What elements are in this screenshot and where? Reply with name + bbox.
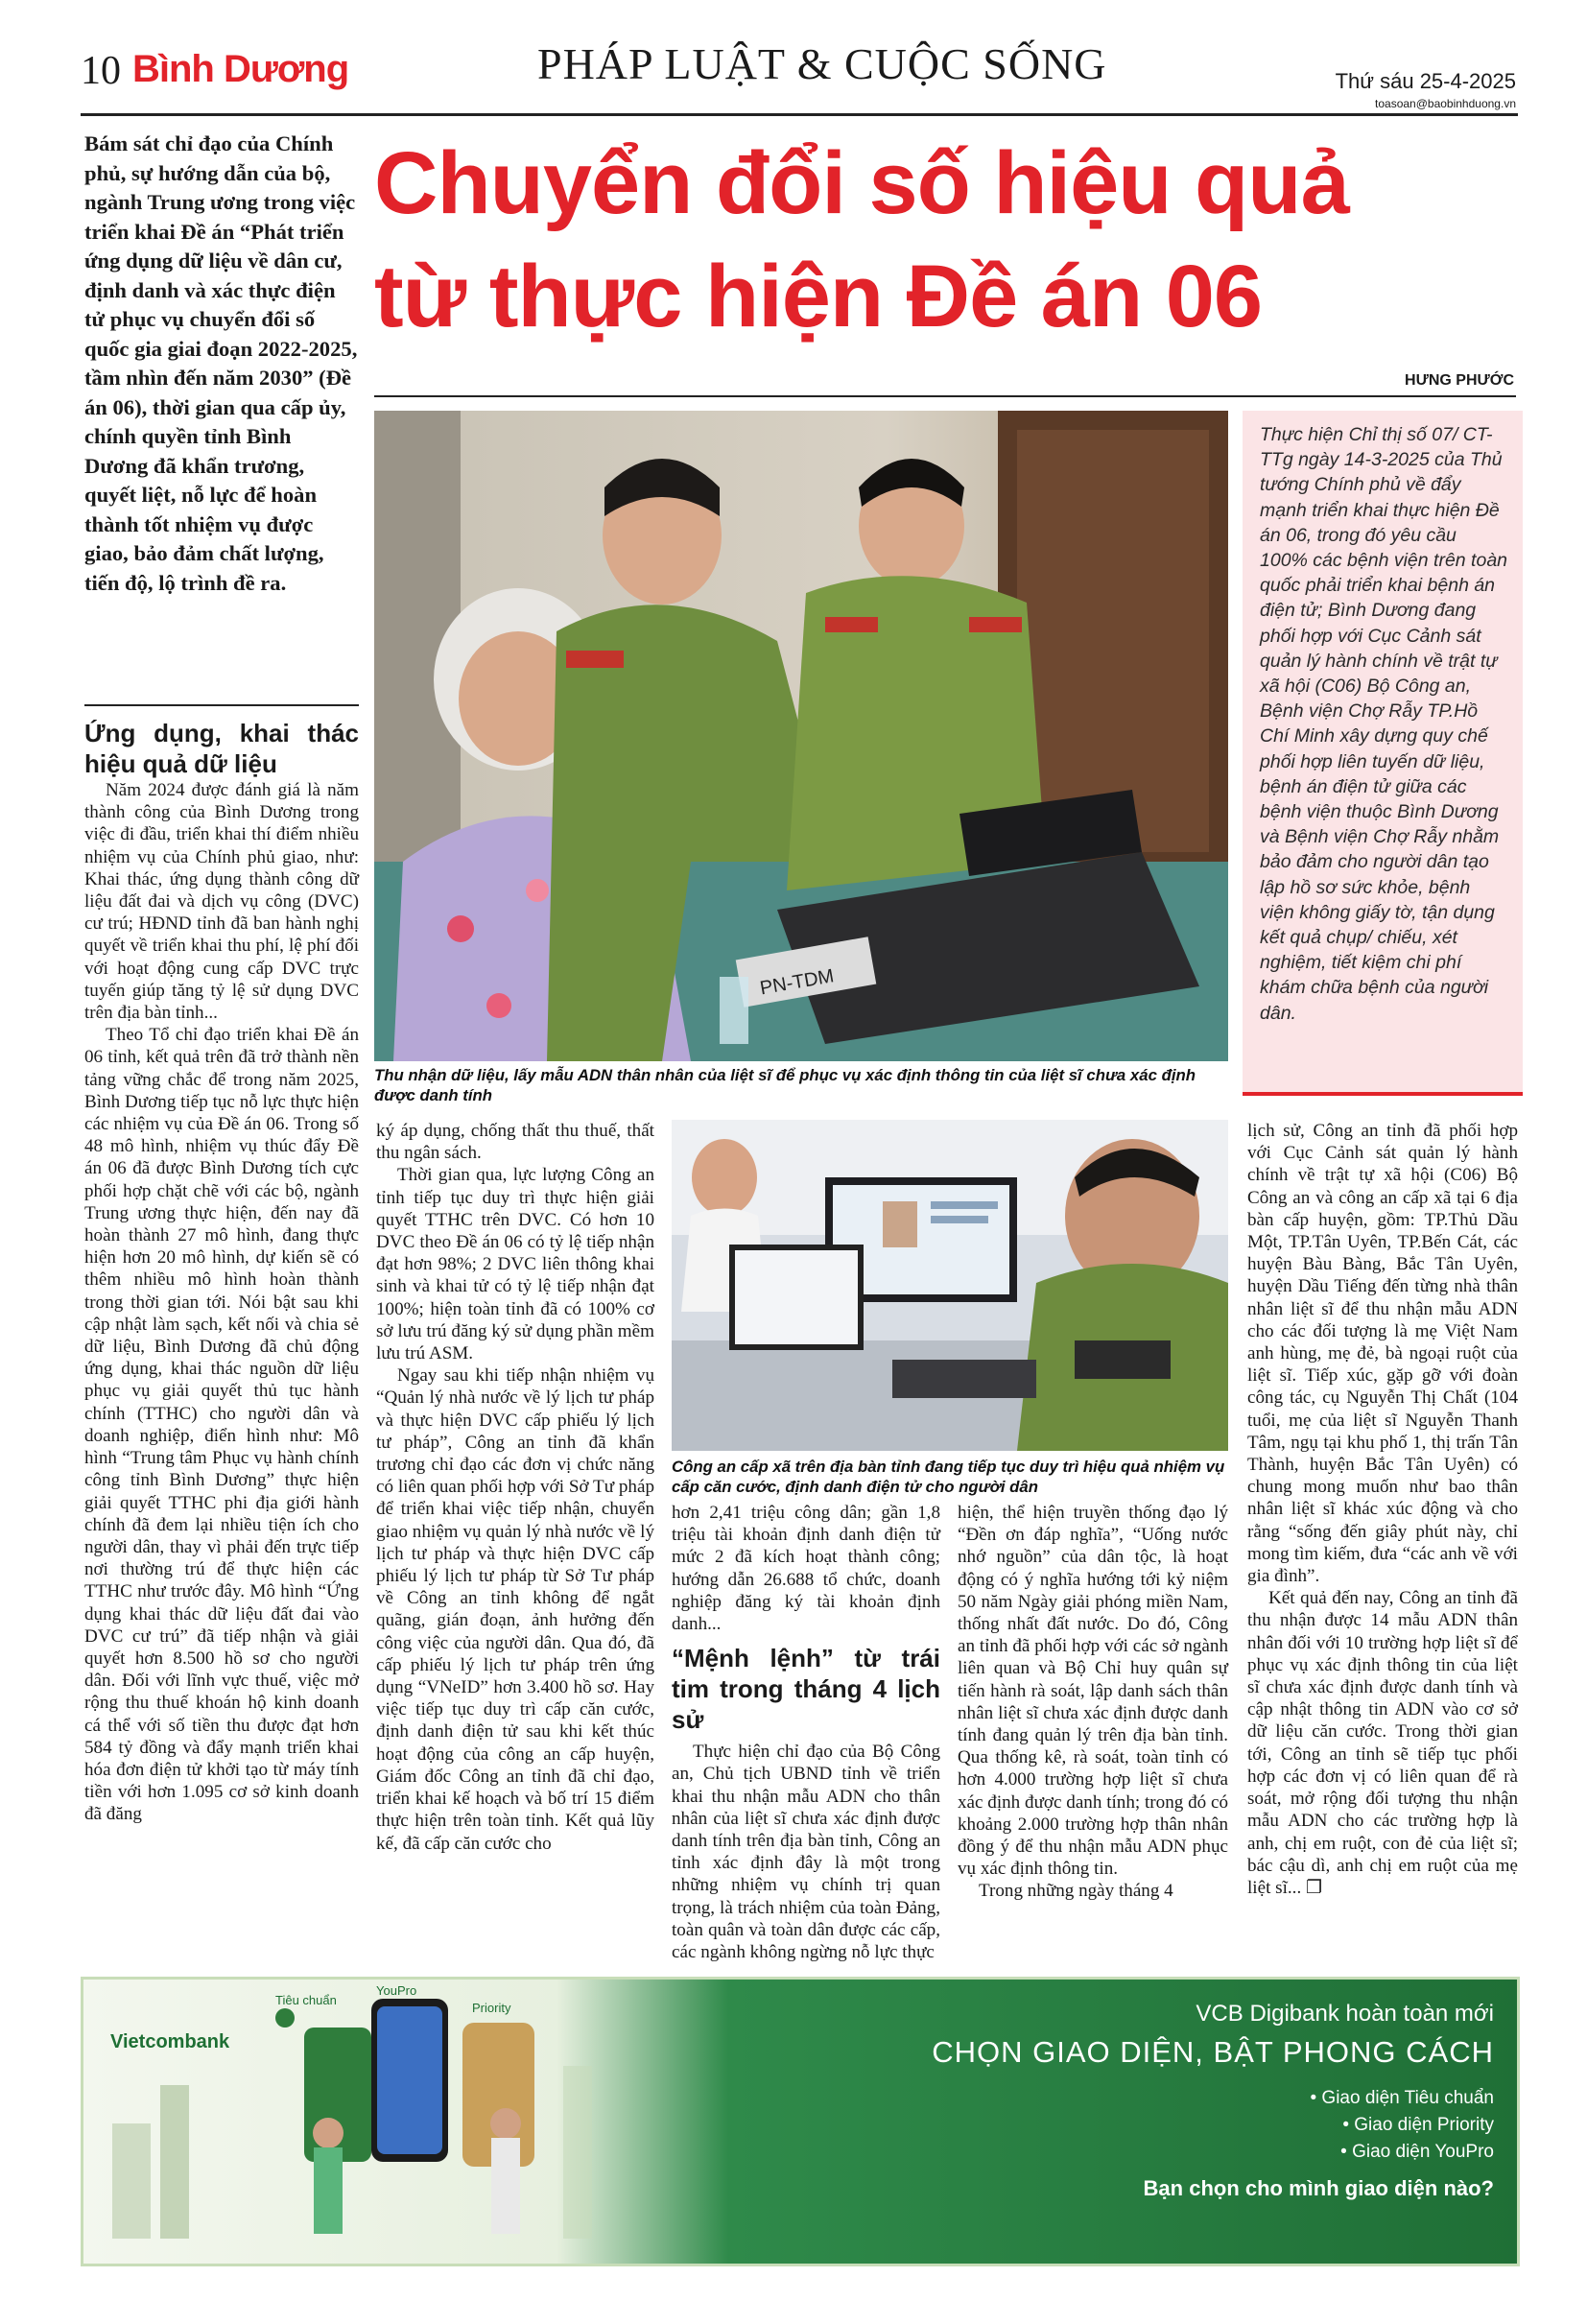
device-label: PN-TDM [758, 965, 836, 1000]
paragraph: Năm 2024 được đánh giá là năm thành công của Bình Dương trong việc đi đầu, triển khai thí điểm nhiều nhiệm vụ của Chính phủ giao, như: Khai thác, ứng dụng thành công dữ liệu đất đai và dịch vụ công (DVC) cư trú; HĐND tỉnh đã ban hành nghị quyết về triển khai thu phí, lệ phí đối với hoạt động cung cấp DVC trực tuyến giúp tăng tỷ lệ sử dụng DVC trên địa bàn tỉnh... [84, 780, 359, 1024]
ad-option: • Giao diện Priority [1342, 2115, 1494, 2135]
headline-line-2: từ thực hiện Đề án 06 [374, 248, 1263, 345]
phone-label-youpro: YouPro [376, 1983, 417, 1998]
paragraph: lịch sử, Công an tỉnh đã phối hợp với Cục Cảnh sát quản lý hành chính về trật tự xã hội (C06) Bộ Công an và công an cấp xã tại 6 địa bàn cấp huyện, gồm: TP.Thủ Dầu Một, TP.Tân Uyên, TP.Bến Cát, các huyện Bàu Bàng, Bắc Tân Uyên, huyện Dầu Tiếng đến từng nhà thân nhân liệt sĩ để thu nhận mẫu ADN cho các đối tượng là mẹ Việt Nam anh hùng, mẹ đẻ, bà ngoại ruột của liệt sĩ. Tiếp xúc, gặp gỡ với đoàn công tác, cụ Nguyễn Thị Chất (104 tuổi, mẹ của liệt sĩ Nguyễn Thanh Tâm, ngụ tại khu phố 1, thị trấn Tân Thành, huyện Bắc Tân Uyên) có chung mong muốn như bao thân nhân liệt sĩ khác xúc động và cho rằng “sống đến giây phút này, chỉ mong tìm kiếm, đưa “các anh về với gia đình”. [1247, 1121, 1518, 1587]
column-1 [84, 718, 359, 1826]
paragraph: Thời gian qua, lực lượng Công an tỉnh tiếp tục duy trì thực hiện giải quyết TTHC trên DVC. Có hơn 10 DVC theo Đề án 06 có tỷ lệ tiếp nhận đạt hơn 98%; 2 DVC liên thông khai sinh và khai tử có tỷ lệ tiếp nhận đạt 100%; hiện toàn tỉnh đã có 100% cơ sở lưu trú đăng ký sử dụng phần mềm lưu trú ASM. [376, 1165, 654, 1364]
subhead-data-usage: Ứng dụng, khai thác hiệu quả dữ liệu [84, 719, 359, 778]
article-author: HƯNG PHƯỚC [1405, 372, 1514, 389]
author-divider [374, 395, 1516, 397]
paragraph: hiện, thể hiện truyền thống đạo lý “Đền ơn đáp nghĩa”, “Uống nước nhớ nguồn” của dân tộc, là hoạt động có ý nghĩa hướng tới kỷ niệm 50 năm Ngày giải phóng miền Nam, thống nhất đất nước. Do đó, Công an tỉnh đã phối hợp với các sở ngành liên quan và Bộ Chỉ huy quân sự tiến hành rà soát, lập danh sách thân nhân liệt sĩ chưa xác định được danh tính đang quản lý trên địa bàn tỉnh. Qua thống kê, rà soát, toàn tỉnh có hơn 4.000 trường hợp liệt sĩ chưa xác định được danh tính; trong đó có khoảng 2.000 trường hợp thân nhân đồng ý để thu nhận mẫu ADN phục vụ xác định thông tin. [958, 1503, 1228, 1880]
paragraph [1247, 1587, 1518, 1899]
ad-subheadline: CHỌN GIAO DIỆN, BẬT PHONG CÁCH [932, 2035, 1494, 2069]
newspaper-logo: Bình Dương [132, 48, 349, 90]
phone-label-standard: Tiêu chuẩn [275, 1993, 337, 2007]
photo-2-caption: Công an cấp xã trên địa bàn tỉnh đang tiếp tục duy trì hiệu quả nhiệm vụ cấp căn cước, định danh điện tử cho người dân [672, 1458, 1225, 1496]
header-divider [81, 113, 1518, 116]
column-4 [958, 1502, 1228, 1903]
paragraph: Trong những ngày tháng 4 [979, 1881, 1173, 1902]
lead-divider [84, 704, 359, 706]
vietcombank-ad[interactable] [81, 1977, 1520, 2266]
sidebar-box: Thực hiện Chỉ thị số 07/ CT-TTg ngày 14-3-2025 của Thủ tướng Chính phủ về đẩy mạnh triển khai thực hiện Đề án 06, trong đó yêu cầu 100% các bệnh viện trên toàn quốc phải triển khai bệnh án điện tử; Bình Dương đang phối hợp với Cục Cảnh sát quản lý hành chính về trật tự xã hội (C06) Bộ Công an, Bệnh viện Chợ Rẫy TP.Hồ Chí Minh xây dựng quy chế phối hợp liên tuyến dữ liệu, bệnh án điện tử giữa các bệnh viện thuộc Bình Dương và Bệnh viện Chợ Rẫy nhằm bảo đảm cho người dân tạo lập hồ sơ sức khỏe, bệnh viện không giấy tờ, tận dụng kết quả chụp/ chiếu, xét nghiệm, tiết kiệm chi phí khám chữa bệnh của người dân. [1243, 411, 1523, 1094]
ad-option: • Giao diện YouPro [1340, 2142, 1494, 2162]
paragraph: ký áp dụng, chống thất thu thuế, thất thu ngân sách. [376, 1121, 654, 1164]
paragraph: Thực hiện chỉ đạo của Bộ Công an, Chủ tịch UBND tỉnh về triển khai thu nhận mẫu ADN cho thân nhân của liệt sĩ chưa xác định được danh tính trên địa bàn tỉnh, Công an tỉnh xác định đây là một trong những nhiệm vụ chính trị quan trọng, là trách nhiệm của toàn Đảng, toàn quân và toàn dân được các cấp, các ngành không ngừng nỗ lực thực [672, 1742, 940, 1963]
paragraph-text: Kết quả đến nay, Công an tỉnh đã thu nhận được 14 mẫu ADN thân nhân đối với 10 trường hợp liệt sĩ để phục vụ xác định thông tin của liệt sĩ chưa xác định được danh tính và cập nhật thông tin ADN vào cơ sở dữ liệu căn cước. Trong thời gian tới, Công an tỉnh sẽ tiếp tục phối hợp các đơn vị có liên quan để rà soát, mở rộng đối tượng thu nhận mẫu ADN cho các trường hợp là anh, chị em ruột, con đẻ của liệt sĩ; bác cậu dì, anh chị em ruột của mẹ liệt sĩ... [1247, 1588, 1518, 1898]
contact-email: toasoan@baobinhduong.vn [1375, 97, 1516, 110]
phone-label-priority: Priority [472, 2001, 511, 2015]
sidebar-divider [1243, 1092, 1523, 1096]
end-mark: ❐ [1306, 1877, 1323, 1898]
paragraph: hơn 2,41 triệu công dân; gần 1,8 triệu tài khoản định danh điện tử mức 2 đã kích hoạt thành công; hướng dẫn 26.688 tổ chức, doanh nghiệp đăng ký tài khoản định danh... [672, 1503, 940, 1635]
ad-option: • Giao diện Tiêu chuẩn [1310, 2088, 1494, 2108]
section-title: PHÁP LUẬT & CUỘC SỐNG [537, 39, 1107, 88]
ad-question: Bạn chọn cho mình giao diện nào? [1143, 2176, 1494, 2200]
paragraph: Theo Tổ chỉ đạo triển khai Đề án 06 tỉnh, kết quả trên đã trở thành nền tảng vững chắc để trong năm 2025, Bình Dương tiếp tục nỗ lực thực hiện các nhiệm vụ của Đề án 06. Trong số 48 mô hình, nhiệm vụ thúc đẩy Đề án 06 đã được Bình Dương tích cực phối hợp chặt chẽ với các bộ, ngành Trung ương thực hiện, đến nay đã hoàn thành 27 mô hình, đang thực hiện hơn 20 mô hình, dự kiến sẽ có thêm nhiều mô hình hoàn thành trong thời gian tới. Nói bật sau khi cập nhật làm sạch, kết nối và chia sẻ dữ liệu, Bình Dương đã chủ động ứng dụng, khai thác nguồn dữ liệu phục vụ giải quyết thủ tục hành chính (TTHC) cho người dân và doanh nghiệp, điển hình như: Mô hình “Trung tâm Phục vụ hành chính công tỉnh Bình Dương” thực hiện giải quyết TTHC phi địa giới hành chính đã đem lại nhiều tiện ích cho người dân, thay vì phải đến trực tiếp nơi thường trú để thực hiện các TTHC như trước đây. Mô hình “Ứng dụng khai thác dữ liệu đất đai vào DVC cư trú” đã tiếp nhận và giải quyết hơn 8.500 hồ sơ cho người dân. Đối với lĩnh vực thuế, việc mở rộng thu thuế khoán hộ kinh doanh cá thể với số tiền thu được đạt hơn 584 tỷ đồng và đẩy mạnh triển khai hóa đơn điện tử khởi tạo từ máy tính tiền với hơn 1.095 cơ sở kinh doanh đã đăng [84, 1025, 359, 1825]
subhead-heart-command: “Mệnh lệnh” từ trái tim trong tháng 4 lịch sử [672, 1644, 940, 1735]
photo-dna-collection [374, 411, 1228, 1061]
photo-1-caption: Thu nhận dữ liệu, lấy mẫu ADN thân nhân của liệt sĩ để phục vụ xác định thông tin của liệt sĩ chưa xác định được danh tính [374, 1066, 1196, 1104]
paragraph: Ngay sau khi tiếp nhận nhiệm vụ “Quản lý nhà nước về lý lịch tư pháp và thực hiện DVC cấp phiếu lý lịch tư pháp”, Công an tỉnh đã khẩn trương chỉ đạo các đơn vị chức năng có liên quan phối hợp với Sở Tư pháp để triển khai việc tiếp nhận, chuyển giao nhiệm vụ quản lý nhà nước về lý lịch tư pháp và thực hiện DVC cấp phiếu lý lịch tư pháp từ Sở Tư pháp về Công an tỉnh không để ngắt quãng, gián đoạn, ảnh hưởng đến công việc của người dân. Qua đó, đã cấp phiếu lý lịch tư pháp trên ứng dụng “VNeID” hơn 3.400 hồ sơ. Hay việc tiếp tục duy trì cấp căn cước, định danh điện tử sau khi kết thúc hoạt động của công an cấp huyện, Giám đốc Công an tỉnh đã chỉ đạo, triển khai kế hoạch và bố trí 15 điểm thực hiện trên toàn tỉnh. Kết quả lũy kế, đã cấp căn cước cho [376, 1365, 654, 1854]
issue-date: Thứ sáu 25-4-2025 [1335, 69, 1516, 93]
ad-brand: Vietcombank [110, 2031, 230, 2052]
column-3 [672, 1502, 940, 1963]
column-2 [376, 1120, 654, 1855]
article-headline [374, 127, 1526, 353]
column-5 [1247, 1120, 1518, 1899]
page-number: 10 [81, 49, 121, 93]
ad-headline: VCB Digibank hoàn toàn mới [1196, 2001, 1494, 2027]
headline-line-1: Chuyển đổi số hiệu quả [374, 134, 1349, 232]
article-lead: Bám sát chỉ đạo của Chính phủ, sự hướng dẫn của bộ, ngành Trung ương trong việc triển khai Đề án “Phát triển ứng dụng dữ liệu về dân cư, định danh và xác thực điện tử phục vụ chuyển đổi số quốc gia giai đoạn 2022-2025, tầm nhìn đến năm 2030” (Đề án 06), thời gian qua cấp ủy, chính quyền tỉnh Bình Dương đã khẩn trương, quyết liệt, nỗ lực để hoàn thành tốt nhiệm vụ được giao, bảo đảm chất lượng, tiến độ, lộ trình đề ra. [84, 131, 358, 595]
ad-options [1310, 2085, 1494, 2166]
photo-id-registration [672, 1120, 1228, 1451]
